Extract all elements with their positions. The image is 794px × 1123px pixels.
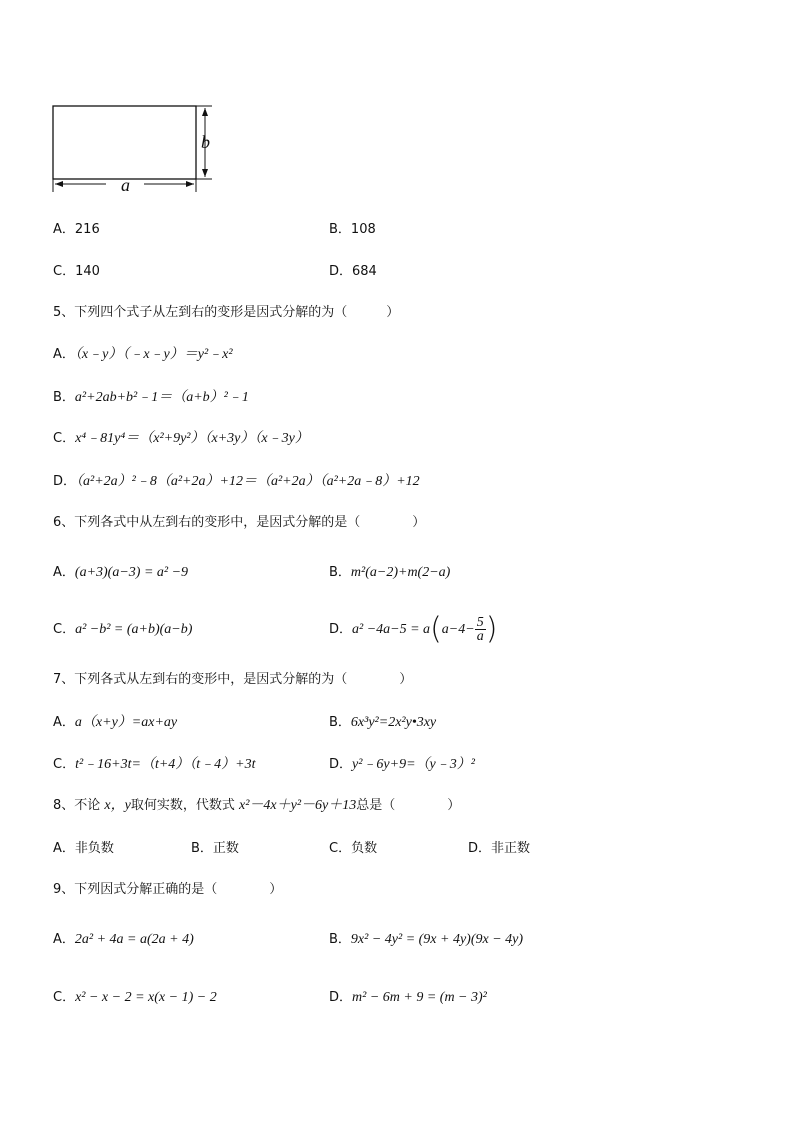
q9-option-d[interactable]: D．m² − 6m + 9 = (m − 3)² xyxy=(329,990,487,1005)
q6-option-c[interactable]: C．a² −b² = (a+b)(a−b) xyxy=(53,622,193,637)
q8-option-b[interactable]: B．正数 xyxy=(191,841,239,856)
q5-option-b[interactable]: B．a²+2ab+b²﹣1＝（a+b）²﹣1 xyxy=(53,390,249,405)
q6-stem: 6、下列各式中从左到右的变形中，是因式分解的是（ ） xyxy=(53,515,426,530)
q9-option-b[interactable]: B．9x² − 4y² = (9x + 4y)(9x − 4y) xyxy=(329,932,524,947)
q8-option-d[interactable]: D．非正数 xyxy=(468,841,531,856)
q6-option-b[interactable]: B．m²(a−2)+m(2−a) xyxy=(329,565,451,580)
fraction: $\frac{5}{a}$ xyxy=(476,615,484,644)
q7-option-a[interactable]: A．a（x+y）=ax+ay xyxy=(53,715,178,730)
q7-option-b[interactable]: B．6x³y²=2x²y•3xy xyxy=(329,715,437,730)
q4-option-d[interactable]: D．684 xyxy=(329,264,377,279)
q8-option-a[interactable]: A．非负数 xyxy=(53,841,114,856)
width-label: a xyxy=(121,175,130,195)
q7-stem: 7、下列各式从左到右的变形中，是因式分解的为（ ） xyxy=(53,672,413,687)
rectangle xyxy=(53,106,196,179)
q9-option-a[interactable]: A．2a² + 4a = a(2a + 4) xyxy=(53,932,194,947)
q6-option-d[interactable]: D．a² −4a−5 = a(a−4− $\frac{5}{a}$ ) xyxy=(329,611,498,647)
q8-option-c[interactable]: C．负数 xyxy=(329,841,378,856)
q5-option-a[interactable]: A．（x﹣y）（﹣x﹣y）＝y²﹣x² xyxy=(53,347,233,362)
q4-option-b[interactable]: B．108 xyxy=(329,222,376,237)
q5-option-d[interactable]: D．（a²+2a）²﹣8（a²+2a）+12＝（a²+2a）（a²+2a﹣8）+12 xyxy=(53,474,420,489)
q7-option-d[interactable]: D．y²﹣6y+9=（y﹣3）² xyxy=(329,757,475,772)
q5-stem: 5、下列四个式子从左到右的变形是因式分解的为（ ） xyxy=(53,305,400,320)
q9-option-c[interactable]: C．x² − x − 2 = x(x − 1) − 2 xyxy=(53,990,217,1005)
q4-option-a[interactable]: A．216 xyxy=(53,222,100,237)
rectangle-figure xyxy=(50,100,220,200)
height-label: b xyxy=(201,132,210,152)
q9-stem: 9、下列因式分解正确的是（ ） xyxy=(53,882,283,897)
q6-option-a[interactable]: A．(a+3)(a−3) = a² −9 xyxy=(53,565,189,580)
q5-option-c[interactable]: C．x⁴﹣81y⁴＝（x²+9y²）（x+3y）（x﹣3y） xyxy=(53,431,309,446)
q7-option-c[interactable]: C．t²﹣16+3t=（t+4）（t﹣4）+3t xyxy=(53,757,256,772)
q4-option-c[interactable]: C．140 xyxy=(53,264,100,279)
q8-stem: 8、不论 x，y取何实数，代数式 x²－4x＋y²－6y＋13总是（ ） xyxy=(53,798,461,813)
